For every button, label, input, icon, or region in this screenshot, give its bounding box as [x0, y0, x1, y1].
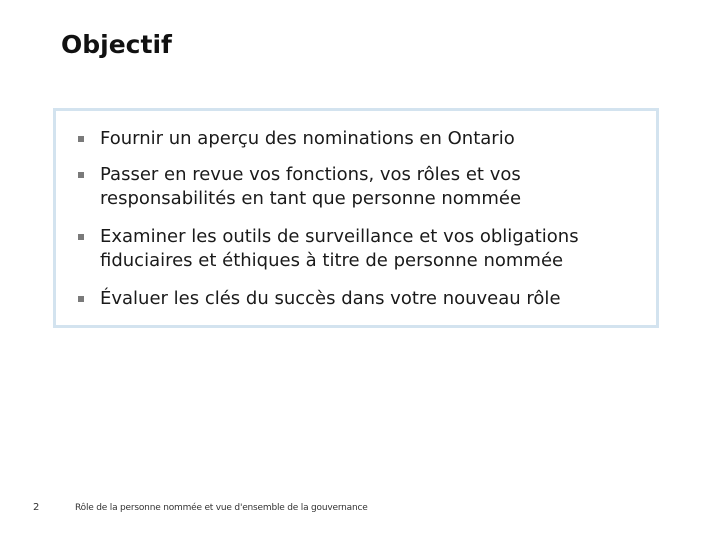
square-bullet-icon [78, 172, 84, 178]
bullet-text: Évaluer les clés du succès dans votre nouveau rôle [100, 288, 561, 309]
bullet-text: Passer en revue vos fonctions, vos rôles et vos responsabilités en tant que personne nommée [100, 164, 522, 209]
bullet-text: Fournir un aperçu des nominations en Ontario [100, 128, 515, 149]
bullet-text: Examiner les outils de surveillance et vos obligations fiduciaires et éthiques à titre de personne nommée [100, 226, 579, 271]
footer-text: Rôle de la personne nommée et vue d'ensemble de la gouvernance [75, 503, 368, 513]
objectives-box [53, 108, 659, 328]
slide-title: Objectif [61, 30, 172, 59]
square-bullet-icon [78, 234, 84, 240]
page-number: 2 [33, 502, 40, 513]
square-bullet-icon [78, 136, 84, 142]
square-bullet-icon [78, 296, 84, 302]
